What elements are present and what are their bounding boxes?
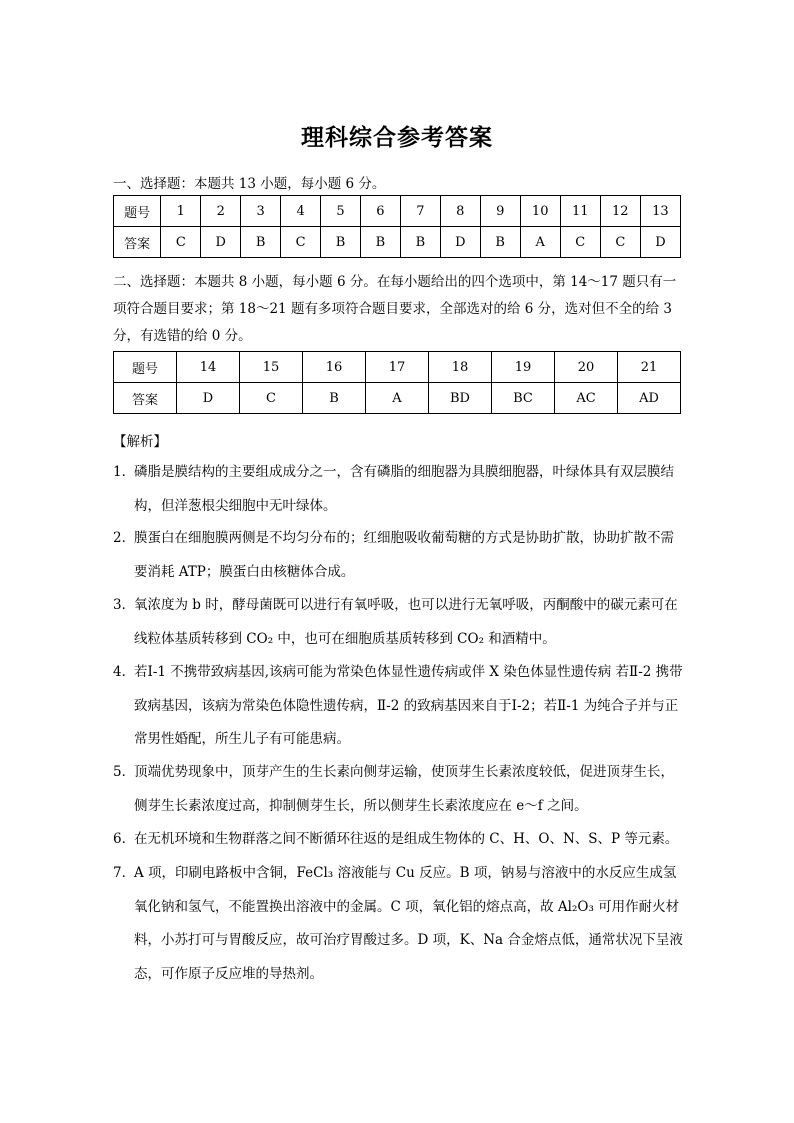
question-number-cell: 1 (161, 196, 201, 227)
answer-cell: B (480, 227, 520, 258)
question-number-cell: 14 (177, 352, 240, 383)
item-text: 氧浓度为 b 时，酵母菌既可以进行有氧呼吸，也可以进行无氧呼吸，丙酮酸中的碳元素可在线粒体基质转移到 CO₂ 中，也可在细胞质基质转移到 CO₂ 和酒精中。 (134, 597, 678, 647)
item-number: 7． (113, 865, 136, 881)
item-text: 顶端优势现象中，顶芽产生的生长素向侧芽运输，使顶芽生长素浓度较低，促进顶芽生长，侧芽生长素浓度过高，抑制侧芽生长，所以侧芽生长素浓度应在 e～f 之间。 (134, 764, 674, 814)
question-number-cell: 13 (640, 196, 680, 227)
analysis-item (113, 589, 685, 656)
question-number-cell: 15 (240, 352, 303, 383)
answer-cell: BD (429, 383, 492, 414)
analysis-item (113, 857, 685, 991)
answer-cell: B (303, 383, 366, 414)
table-row (114, 383, 681, 414)
answer-cell: A (366, 383, 429, 414)
answer-cell: D (440, 227, 480, 258)
row-label: 题号 (114, 352, 177, 383)
question-number-cell: 8 (440, 196, 480, 227)
answer-cell: A (520, 227, 560, 258)
answer-cell: B (241, 227, 281, 258)
section2-answer-table (113, 351, 681, 414)
answer-cell: AC (555, 383, 618, 414)
section2-heading-line1: 二、选择题：本题共 8 小题，每小题 6 分。在每小题给出的四个选项中，第 14～17 题只有一 (113, 274, 677, 290)
answer-cell: B (360, 227, 400, 258)
row-label: 答案 (114, 383, 177, 414)
answer-cell: D (201, 227, 241, 258)
item-text: 膜蛋白在细胞膜两侧是不均匀分布的；红细胞吸收葡萄糖的方式是协助扩散，协助扩散不需要消耗 ATP；膜蛋白由核糖体合成。 (134, 530, 674, 580)
analysis-item (113, 456, 685, 523)
question-number-cell: 10 (520, 196, 560, 227)
question-number-cell: 11 (560, 196, 600, 227)
table-row (114, 196, 681, 227)
answer-cell: D (640, 227, 680, 258)
item-number: 4． (113, 664, 136, 680)
answer-cell: C (600, 227, 640, 258)
section2-heading-line3: 分，有选错的给 0 分。 (113, 328, 252, 344)
question-number-cell: 5 (321, 196, 361, 227)
question-number-cell: 9 (480, 196, 520, 227)
question-number-cell: 20 (555, 352, 618, 383)
analysis-heading: 【解析】 (113, 434, 167, 450)
analysis-item (113, 522, 685, 589)
answer-cell: B (400, 227, 440, 258)
table-row (114, 227, 681, 258)
answer-cell: C (281, 227, 321, 258)
item-text: 磷脂是膜结构的主要组成成分之一，含有磷脂的细胞器为具膜细胞器，叶绿体具有双层膜结构，但洋葱根尖细胞中无叶绿体。 (134, 464, 674, 514)
question-number-cell: 16 (303, 352, 366, 383)
item-number: 6． (113, 831, 136, 847)
question-number-cell: 18 (429, 352, 492, 383)
answer-cell: C (240, 383, 303, 414)
item-text: 若Ⅰ-1 不携带致病基因,该病可能为常染色体显性遗传病或伴 X 染色体显性遗传病 若Ⅱ-2 携带致病基因，该病为常染色体隐性遗传病，Ⅱ-2 的致病基因来自于Ⅰ-2；若Ⅱ-1 为纯合子并与正常男性婚配，所生儿子有可能患病。 (134, 664, 683, 747)
item-number: 2． (113, 530, 136, 546)
item-text: 在无机环境和生物群落之间不断循环往返的是组成生物体的 C、H、O、N、S、P 等元素。 (134, 831, 679, 847)
answer-cell: BC (492, 383, 555, 414)
question-number-cell: 3 (241, 196, 281, 227)
question-number-cell: 2 (201, 196, 241, 227)
answer-cell: C (560, 227, 600, 258)
question-number-cell: 17 (366, 352, 429, 383)
row-label: 答案 (114, 227, 161, 258)
table-row (114, 352, 681, 383)
item-number: 3． (113, 597, 136, 613)
answer-cell: D (177, 383, 240, 414)
answer-cell: AD (618, 383, 681, 414)
item-number: 5． (113, 764, 136, 780)
page-title: 理科综合参考答案 (301, 125, 493, 151)
question-number-cell: 6 (360, 196, 400, 227)
analysis-item (113, 823, 685, 857)
answer-cell: C (161, 227, 201, 258)
section2-heading-line2: 项符合题目要求；第 18～21 题有多项符合题目要求，全部选对的给 6 分，选对但不全的给 3 (113, 301, 672, 317)
question-number-cell: 7 (400, 196, 440, 227)
answer-cell: B (321, 227, 361, 258)
question-number-cell: 12 (600, 196, 640, 227)
analysis-item (113, 656, 685, 757)
section1-answer-table (113, 195, 681, 258)
row-label: 题号 (114, 196, 161, 227)
analysis-item (113, 756, 685, 823)
question-number-cell: 21 (618, 352, 681, 383)
section1-heading: 一、选择题：本题共 13 小题，每小题 6 分。 (113, 176, 386, 192)
question-number-cell: 4 (281, 196, 321, 227)
item-number: 1． (113, 464, 136, 480)
question-number-cell: 19 (492, 352, 555, 383)
item-text: A 项，印刷电路板中含铜，FeCl₃ 溶液能与 Cu 反应。B 项，钠易与溶液中的水反应生成氢氧化钠和氢气，不能置换出溶液中的金属。C 项，氧化铝的熔点高，故 Al₂O₃ 可用作耐火材料，小苏打可与胃酸反应，故可治疗胃酸过多。D 项，K、Na 合金熔点低，通常状况下呈液态，可作原子反应堆的导热剂。 (134, 865, 683, 982)
